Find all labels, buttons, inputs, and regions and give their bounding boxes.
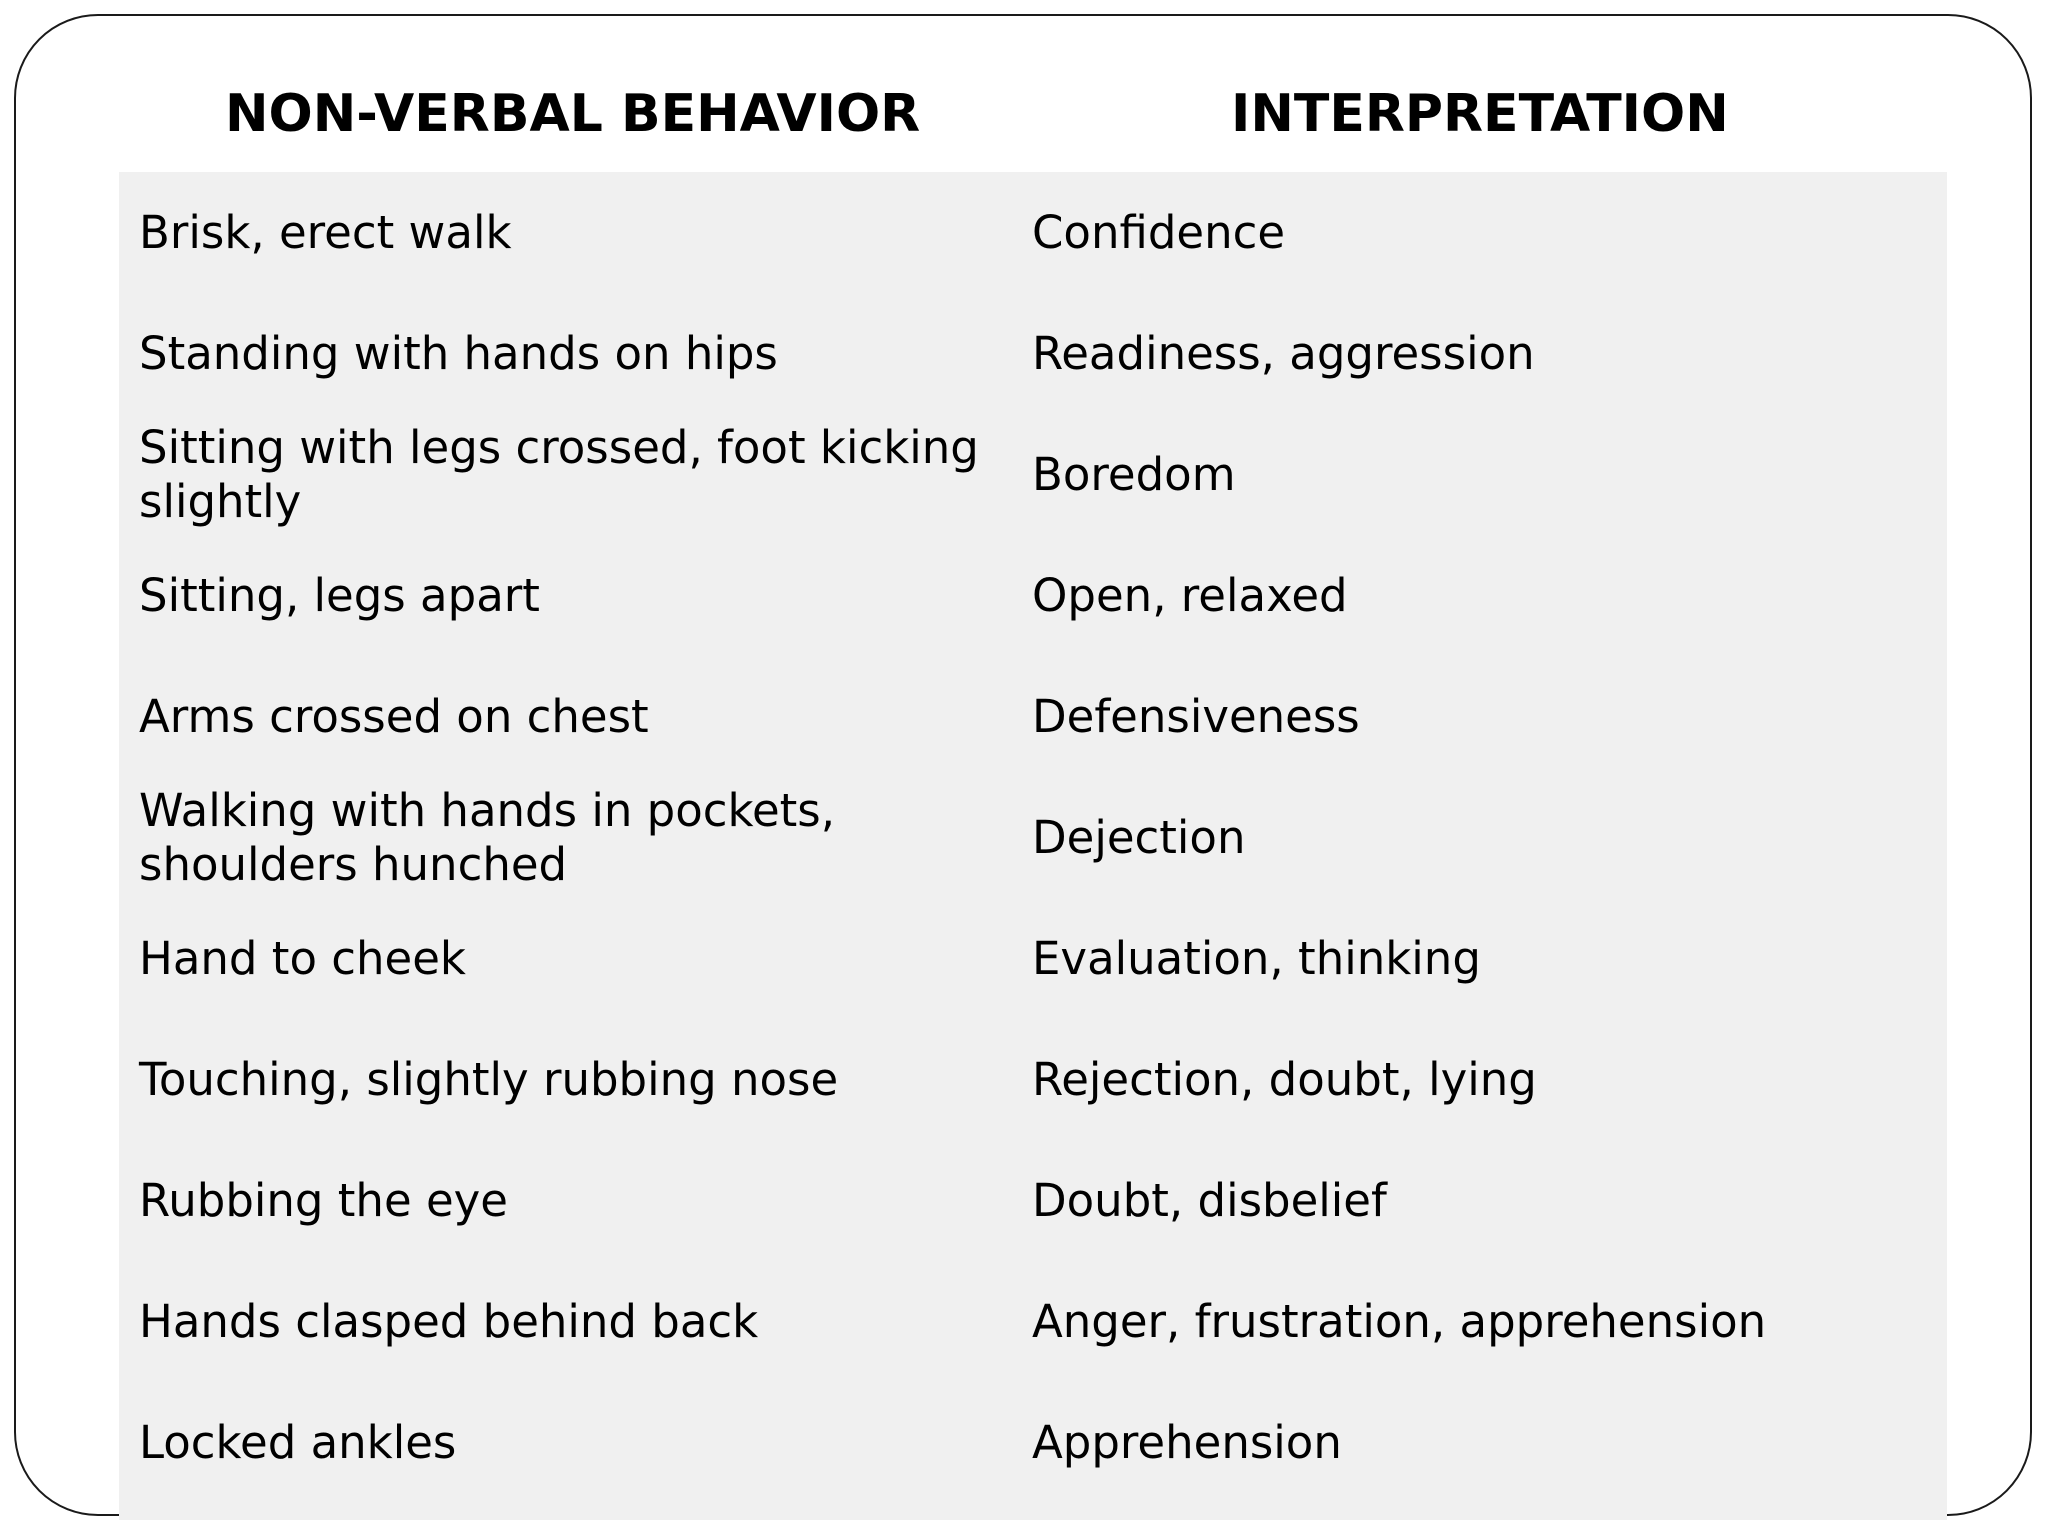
behavior-cell: Hands clasped behind back: [139, 1294, 759, 1348]
interpretation-cell: Anger, frustration, apprehension: [1032, 1294, 1767, 1348]
table-row: [119, 656, 1947, 777]
table-row: [119, 293, 1947, 414]
interpretation-cell: Confidence: [1032, 205, 1286, 259]
table-row: [119, 777, 1947, 898]
interpretation-cell: Apprehension: [1032, 1415, 1342, 1469]
behavior-cell: Touching, slightly rubbing nose: [139, 1052, 839, 1106]
behavior-cell: Sitting with legs crossed, foot kicking slightly: [139, 420, 979, 528]
interpretation-cell: Evaluation, thinking: [1032, 931, 1481, 985]
behavior-cell: Standing with hands on hips: [139, 326, 778, 380]
table-row: [119, 1019, 1947, 1140]
interpretation-cell: Doubt, disbelief: [1032, 1173, 1387, 1227]
table-row: [119, 898, 1947, 1019]
column-header-behavior: NON-VERBAL BEHAVIOR: [225, 84, 921, 144]
interpretation-cell: Readiness, aggression: [1032, 326, 1535, 380]
behavior-cell: Brisk, erect walk: [139, 205, 512, 259]
column-header-interpretation: INTERPRETATION: [1231, 84, 1729, 144]
behavior-cell: Sitting, legs apart: [139, 568, 540, 622]
table-body: [119, 172, 1947, 1520]
behavior-cell: Arms crossed on chest: [139, 689, 649, 743]
interpretation-cell: Rejection, doubt, lying: [1032, 1052, 1537, 1106]
interpretation-cell: Boredom: [1032, 447, 1236, 501]
table-row: [119, 1382, 1947, 1503]
interpretation-cell: Dejection: [1032, 810, 1246, 864]
table-row: [119, 1140, 1947, 1261]
behavior-cell: Walking with hands in pockets, shoulders hunched: [139, 783, 836, 891]
table-row: [119, 414, 1947, 535]
table-row: [119, 535, 1947, 656]
table-row: [119, 1261, 1947, 1382]
behavior-cell: Locked ankles: [139, 1415, 457, 1469]
interpretation-cell: Open, relaxed: [1032, 568, 1348, 622]
behavior-cell: Hand to cheek: [139, 931, 466, 985]
table-header: [0, 78, 2048, 150]
table-row: [119, 172, 1947, 293]
interpretation-cell: Defensiveness: [1032, 689, 1360, 743]
behavior-cell: Rubbing the eye: [139, 1173, 508, 1227]
